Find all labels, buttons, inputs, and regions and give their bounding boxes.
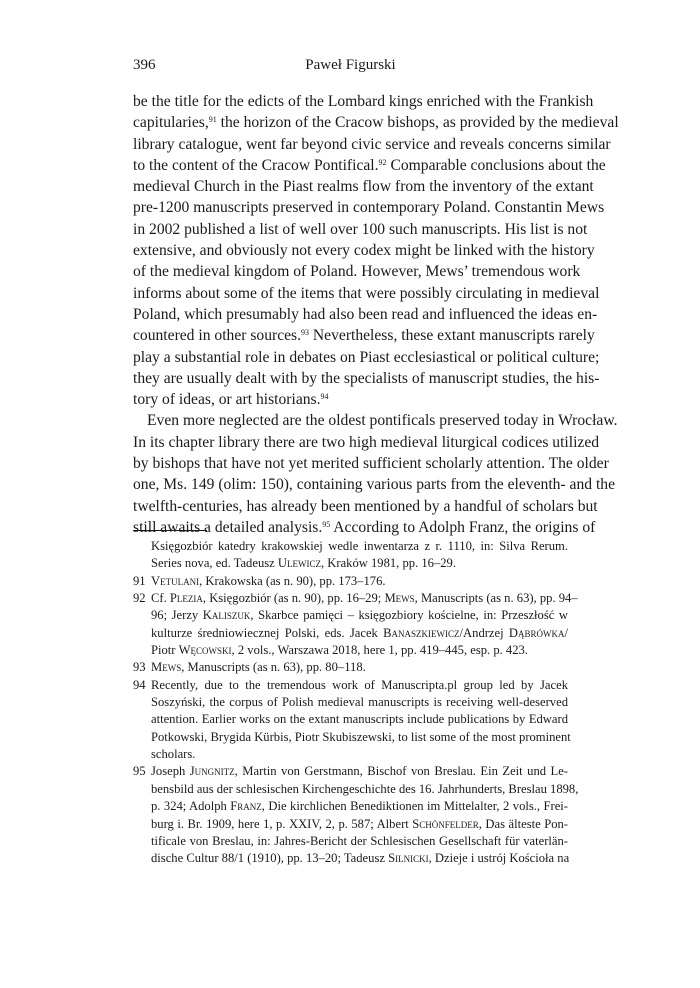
text-line: one, Ms. 149 (olim: 150), containing various parts from the eleventh- and the <box>133 476 615 494</box>
text-line: pre-1200 manuscripts preserved in contemporary Poland. Constantin Mews <box>133 199 605 217</box>
footnote <box>133 763 579 867</box>
footnote <box>133 573 568 590</box>
footnote-line: kulturze średniowiecznej Polski, eds. Jacek Banaszkiewicz/Andrzej Dąbrówka/ <box>151 625 569 640</box>
footnote-line: attention. Earlier works on the extant manuscripts include publications by Edward <box>151 712 568 727</box>
text-line: of the medieval kingdom of Poland. However, Mews’ tremendous work <box>133 263 581 281</box>
footnote-line: Cf. Plezia, Księgozbiór (as n. 90), pp. 16–29; Mews, Manuscripts (as n. 63), pp. 94– <box>151 591 578 606</box>
author-name: Dąbrówka <box>508 625 565 640</box>
footnote <box>133 677 571 764</box>
text-line: to the content of the Cracow Pontifical.$^{92}$ Comparable conclusions about the <box>133 156 606 174</box>
paragraph <box>133 410 618 538</box>
author-name: Banaszkiewicz <box>383 625 460 640</box>
text-line: medieval Church in the Piast realms flow from the inventory of the extant <box>133 178 594 196</box>
footnote-line: Vetulani, Krakowska (as n. 90), pp. 173–176. <box>151 573 386 588</box>
footnote-line: burg i. Br. 1909, here 1, p. XXIV, 2, p. 587; Albert Schönfelder, Das älteste Pon- <box>151 816 568 831</box>
text-line: by bishops that have not yet merited sufficient scholarly attention. The older <box>133 455 609 473</box>
page-number: 396 <box>133 57 156 73</box>
text-line: play a substantial role in debates on Piast ecclesiastical or political culture; <box>133 348 600 366</box>
footnote-reference[interactable]: 94 <box>320 392 329 402</box>
text-line: In its chapter library there are two high medieval liturgical codices utilized <box>133 433 600 451</box>
text-line: tory of ideas, or art historians.$^{94}$ <box>133 391 329 409</box>
footnote-line: Soszyński, the corpus of Polish medieval manuscripts is receiving well-deserved <box>151 695 568 710</box>
text-line: in 2002 published a list of well over 100 such manuscripts. His list is not <box>133 220 588 238</box>
text-line: they are usually dealt with by the specialists of manuscript studies, the his- <box>133 369 600 387</box>
footnote-number: 94 <box>133 677 146 692</box>
text-line: countered in other sources.$^{93}$ Nevertheless, these extant manuscripts rarely <box>133 327 595 345</box>
text-line: be the title for the edicts of the Lombard kings enriched with the Frankish <box>133 93 594 110</box>
running-head-author: Paweł Figurski <box>305 57 396 73</box>
author-name: Mews <box>151 660 182 675</box>
footnote-line: bensbild aus der schlesischen Kirchengeschichte des 16. Jahrhunderts, Breslau 1898, <box>151 781 579 796</box>
text-line: extensive, and obviously not every codex might be linked with the history <box>133 242 595 260</box>
footnote-number: 92 <box>133 591 146 606</box>
footnote-line: Potkowski, Brygida Kürbis, Piotr Skubiszewski, to list some of the most prominent <box>151 729 571 744</box>
author-name: Ulewicz <box>277 556 321 571</box>
footnote-line: Recently, due to the tremendous work of Manuscripta.pl group led by Jacek <box>151 677 568 692</box>
footnote-reference[interactable]: 95 <box>322 519 331 529</box>
author-name: Kaliszuk <box>202 608 251 623</box>
footnote-reference[interactable]: 91 <box>208 115 217 125</box>
footnote-line: Piotr Węcowski, 2 vols., Warszawa 2018, here 1, pp. 419–445, esp. p. 423. <box>151 643 528 658</box>
footnote-separator <box>133 530 207 531</box>
text-line: twelfth-centuries, has already been mentioned by a handful of scholars but <box>133 497 598 515</box>
footnote <box>133 538 568 573</box>
footnote-line: dische Cultur 88/1 (1910), pp. 13–20; Tadeusz Silnicki, Dzieje i ustrój Kościoła na <box>151 851 570 866</box>
footnotes <box>133 538 579 868</box>
author-name: Jungnitz <box>189 764 235 779</box>
footnote-number: 93 <box>133 660 146 675</box>
footnote-line: tificale von Breslau, in: Jahres-Bericht der Schlesischen Gesellschaft für vaterlän- <box>151 833 568 848</box>
text-line: Poland, which presumably had also been read and influenced the ideas en- <box>133 305 598 323</box>
text-line: informs about some of the items that were possibly circulating in medieval <box>133 284 600 302</box>
footnote <box>133 659 568 676</box>
footnote-reference[interactable]: 92 <box>378 157 387 167</box>
footnote-line: scholars. <box>151 747 196 762</box>
footnote-line: p. 324; Adolph Franz, Die kirchlichen Benediktionen im Mittelalter, 2 vols., Frei- <box>151 799 568 814</box>
footnote-line: Mews, Manuscripts (as n. 63), pp. 80–118. <box>151 660 366 675</box>
footnote-line: Series nova, ed. Tadeusz Ulewicz, Kraków 1981, pp. 16–29. <box>151 556 457 571</box>
footnote-number: 95 <box>133 764 146 779</box>
footnote-line: Księgozbiór katedry krakowskiej wedle inwentarza z r. 1110, in: Silva Rerum. <box>151 539 568 553</box>
footnote-reference[interactable]: 93 <box>301 328 310 338</box>
author-name: Mews <box>384 591 415 606</box>
footnote-line: 96; Jerzy Kaliszuk, Skarbce pamięci – księgozbiory kościelne, in: Przeszłość w <box>151 608 568 623</box>
author-name: Węcowski <box>178 643 232 658</box>
author-name: Plezia <box>169 591 203 606</box>
paragraph <box>133 91 619 410</box>
text-line: library catalogue, went far beyond civic service and reveals concerns similar <box>133 135 611 153</box>
footnote <box>133 590 578 659</box>
text-line: still awaits a detailed analysis.$^{95}$ According to Adolph Franz, the origins of <box>133 518 596 536</box>
running-head <box>133 57 568 79</box>
author-name: Vetulani <box>151 573 200 588</box>
text-line: capitularies,$^{91}$ the horizon of the Cracow bishops, as provided by the medieval <box>133 114 619 132</box>
text-line: Even more neglected are the oldest pontificals preserved today in Wrocław. <box>147 412 618 430</box>
footnote-line: Joseph Jungnitz, Martin von Gerstmann, Bischof von Breslau. Ein Zeit und Le- <box>151 764 568 779</box>
author-name: Franz <box>230 799 262 814</box>
author-name: Silnicki <box>388 851 429 866</box>
footnote-number: 91 <box>133 573 146 588</box>
main-text <box>133 91 619 538</box>
author-name: Schönfelder <box>412 816 479 831</box>
